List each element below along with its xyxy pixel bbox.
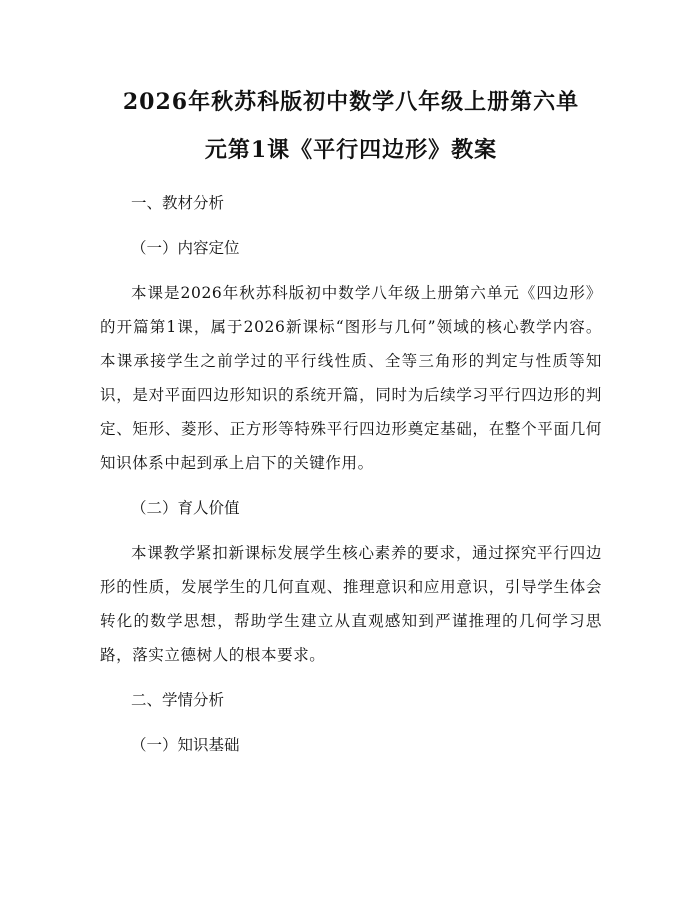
subsection-heading-1-1: （一）内容定位 [131,239,240,257]
title-line-2: 元第1课《平行四边形》教案 [204,137,498,163]
spacer [100,174,602,186]
document-title [100,78,602,174]
spacer [100,480,602,491]
spacer [100,672,602,683]
section-heading-1: 一、教材分析 [131,194,225,212]
spacer [100,220,602,231]
section-heading-2: 二、学情分析 [131,691,225,709]
paragraph-educational-value: 本课教学紧扣新课标发展学生核心素养的要求，通过探究平行四边形的性质，发展学生的几何直观、推理意识和应用意识，引导学生体会转化的数学思想，帮助学生建立从直观感知到严谨推理的几何学习思路，落实立德树人的根本要求。 [100,544,602,664]
spacer [100,265,602,276]
spacer [100,525,602,536]
subsection-heading-1-2: （二）育人价值 [131,499,240,517]
title-line-1: 2026年秋苏科版初中数学八年级上册第六单 [122,89,580,115]
paragraph-content-positioning: 本课是2026年秋苏科版初中数学八年级上册第六单元《四边形》的开篇第1课，属于2026新课标“图形与几何”领域的核心教学内容。本课承接学生之前学过的平行线性质、全等三角形的判定与性质等知识，是对平面四边形知识的系统开篇，同时为后续学习平行四边形的判定、矩形、菱形、正方形等特殊平行四边形奠定基础，在整个平面几何知识体系中起到承上启下的关键作用。 [100,284,602,472]
spacer [100,717,602,728]
subsection-heading-2-1: （一）知识基础 [131,736,240,754]
